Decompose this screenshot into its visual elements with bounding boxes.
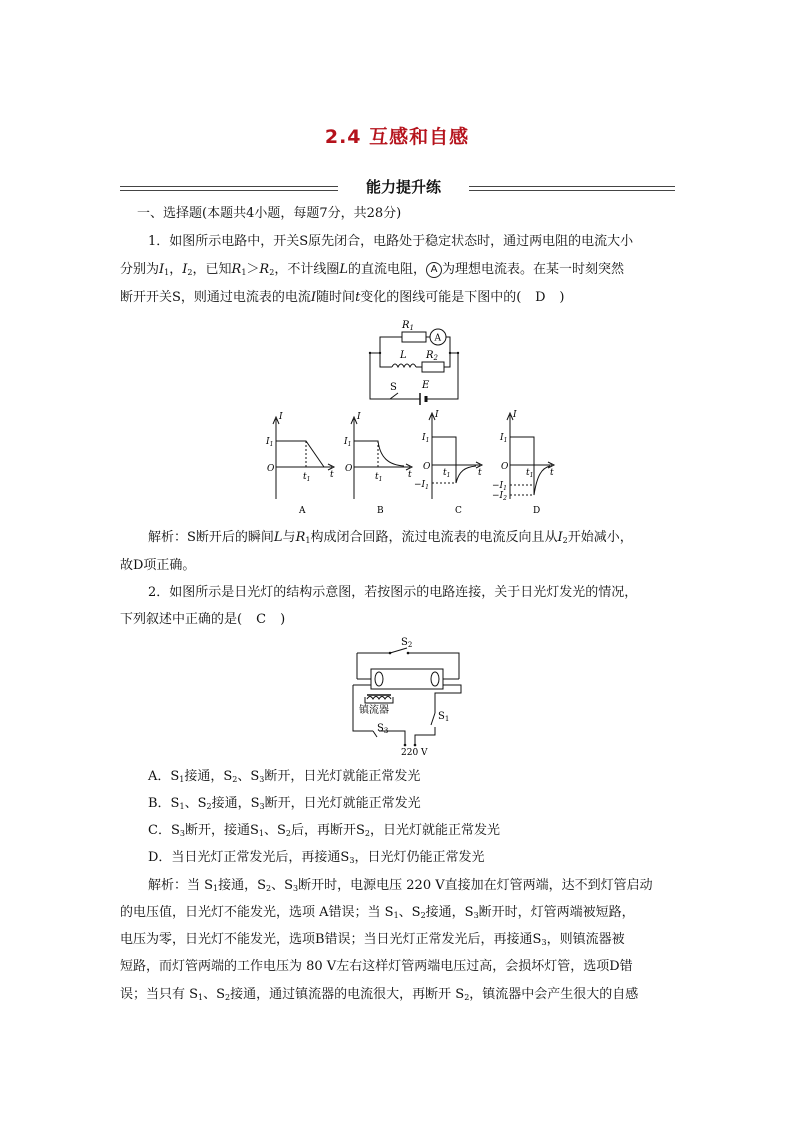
- page-title: 2.4 互感和自感: [324, 126, 470, 148]
- graph-d-x-label: t: [550, 468, 554, 478]
- q2-option-c: C．$S_3$断开，接通$S_1$、$S_2$后，再断开$S_2$，日光灯就能正常发光: [148, 823, 500, 838]
- q1-circuit-diagram: [360, 315, 470, 407]
- graph-d-origin: O: [501, 462, 509, 472]
- inductor-label: L: [400, 350, 407, 361]
- q1-stem-line2: 分别为$I_1$，$I_2$，已知$R_1>R_2$，不计线圈L的直流电阻， A 为理想电流表。在某一时刻突然: [120, 262, 624, 277]
- section-rule-left: [120, 186, 338, 191]
- graph-c-x-label: t: [478, 468, 482, 478]
- graph-b-origin: O: [345, 464, 353, 474]
- graph-c-neg-i1-label: $-I_1$: [414, 480, 429, 491]
- graph-d-caption: D: [533, 506, 541, 516]
- emf-label: E: [422, 380, 430, 391]
- voltage-label: 220 V: [401, 748, 428, 758]
- q1-graph-options: [262, 405, 562, 517]
- q2-analysis-line5: 误；当只有 $S_1$、$S_2$接通，通过镇流器的电流很大，再断开 $S_2$，镇流器中会产生很大的自感: [120, 987, 639, 1002]
- q1-analysis-line2: 故D项正确。: [120, 558, 196, 573]
- graph-b-t1-label: $t_1$: [375, 472, 383, 483]
- graph-a-y-label: I: [279, 412, 283, 422]
- graph-d-neg-i1-label: $-I_1$: [492, 481, 507, 492]
- r2-label: $R_2$: [426, 350, 438, 362]
- part-heading: 一、选择题(本题共4小题，每题7分，共28分): [137, 206, 402, 221]
- graph-b-i1-label: $I_1$: [344, 437, 352, 448]
- graph-d-t1-label: $t_1$: [526, 468, 534, 479]
- ammeter-label: A: [434, 333, 441, 344]
- q2-option-d: D．当日光灯正常发光后，再接通$S_3$，日光灯仍能正常发光: [148, 850, 485, 865]
- q2-analysis-line3: 电压为零，日光灯不能发光，选项B错误；当日光灯正常发光后，再接通$S_3$，则镇流器被: [120, 932, 625, 947]
- graph-a-t1-label: $t_1$: [303, 472, 311, 483]
- q2-analysis-line1: 解析：当 $S_1$接通，$S_2$、$S_3$断开时，电源电压 220 V直接加在灯管两端，达不到灯管启动: [148, 878, 653, 893]
- s1-label: $S_1$: [438, 711, 450, 723]
- graph-c-y-label: I: [435, 410, 439, 420]
- q1-analysis-line1: 解析：S断开后的瞬间L与$R_1$构成闭合回路，流过电流表的电流反向且从$I_2$开始减小，: [148, 530, 633, 545]
- ammeter-icon: A: [426, 262, 442, 278]
- q1-stem-line3: 断开开关S，则通过电流表的电流I随时间t变化的图线可能是下图中的( D ): [120, 284, 676, 311]
- q2-analysis-line2: 的电压值，日光灯不能发光，选项 A错误；当 $S_1$、$S_2$接通，$S_3$断开时，灯管两端被短路，: [120, 905, 635, 920]
- q2-analysis-line4: 短路，而灯管两端的工作电压为 80 V左右这样灯管两端电压过高，会损坏灯管，选项D错: [120, 959, 633, 974]
- graph-a-x-label: t: [330, 470, 334, 480]
- r1-label: $R_1$: [402, 320, 414, 332]
- q1-answer: D: [535, 290, 546, 305]
- section-header: [120, 176, 675, 198]
- section-label: 能力提升练: [365, 178, 441, 196]
- q2-stem-line1: 2．如图所示是日光灯的结构示意图，若按图示的电路连接，关于日光灯发光的情况，: [148, 585, 638, 600]
- graph-b-x-label: t: [408, 470, 412, 480]
- graph-d-neg-i2-label: $-I_2$: [492, 491, 507, 502]
- q2-stem-line2: 下列叙述中正确的是( C ): [120, 606, 676, 633]
- q1-stem-line1: 1．如图所示电路中，开关S原先闭合，电路处于稳定状态时，通过两电阻的电流大小: [148, 234, 634, 249]
- graph-c-i1-label: $I_1$: [422, 433, 430, 444]
- graph-a-i1-label: $I_1$: [266, 437, 274, 448]
- graph-b-y-label: I: [357, 412, 361, 422]
- q2-option-b: B．$S_1$、$S_2$接通，$S_3$断开，日光灯就能正常发光: [148, 796, 421, 811]
- graph-c-t1-label: $t_1$: [443, 468, 451, 479]
- q2-answer: C: [256, 612, 267, 627]
- graph-b-caption: B: [377, 506, 384, 516]
- q2-option-a: A．$S_1$接通，$S_2$、$S_3$断开，日光灯就能正常发光: [148, 769, 421, 784]
- switch-label: S: [390, 382, 397, 393]
- section-rule-right: [469, 186, 675, 191]
- graph-c-caption: C: [455, 506, 462, 516]
- graph-c-origin: O: [423, 462, 431, 472]
- graph-d-i1-label: $I_1$: [500, 433, 508, 444]
- graph-d-y-label: I: [513, 410, 517, 420]
- ballast-label: 镇流器: [359, 705, 389, 716]
- graph-a-caption: A: [299, 506, 306, 516]
- s2-label: $S_2$: [401, 637, 413, 649]
- s3-label: $S_3$: [377, 723, 389, 735]
- q2-lamp-circuit-diagram: [345, 633, 470, 758]
- graph-a-origin: O: [267, 464, 275, 474]
